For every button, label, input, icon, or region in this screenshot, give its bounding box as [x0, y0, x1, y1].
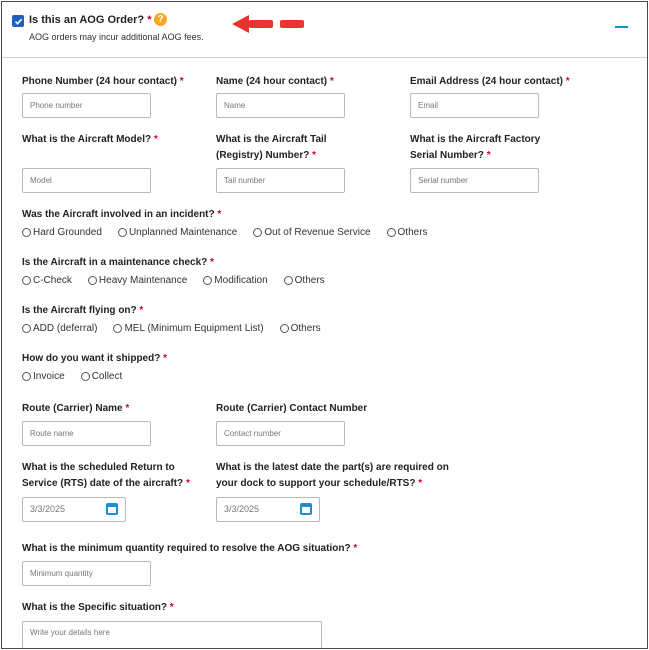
model-input[interactable]: Model	[22, 168, 151, 193]
radio-maintenance-others[interactable]: Others	[284, 275, 325, 286]
radio-incident-others[interactable]: Others	[387, 227, 428, 238]
min-qty-input[interactable]: Minimum quantity	[22, 561, 151, 586]
route-contact-label: Route (Carrier) Contact Number	[216, 403, 368, 414]
radio-modification[interactable]: Modification	[203, 275, 267, 286]
rts-date-input[interactable]	[22, 497, 126, 522]
rts-date-value: 3/3/2025	[30, 504, 66, 514]
email-label: Email Address (24 hour contact) *	[410, 76, 570, 87]
collapse-icon[interactable]	[615, 26, 628, 28]
aog-subtitle: AOG orders may incur additional AOG fees.	[29, 32, 204, 42]
maintenance-radio-group	[22, 275, 341, 286]
situation-textarea[interactable]: Write your details here	[22, 621, 322, 649]
pointer-arrow-icon	[232, 13, 307, 35]
rts-date-label: What is the scheduled Return to Service (RTS) date of the aircraft? *	[22, 462, 190, 489]
radio-unplanned-maintenance[interactable]: Unplanned Maintenance	[118, 227, 237, 238]
shipping-label: How do you want it shipped? *	[22, 353, 168, 364]
aog-order-form	[1, 1, 648, 649]
serial-input[interactable]: Serial number	[410, 168, 539, 193]
route-name-label: Route (Carrier) Name *	[22, 403, 130, 414]
tail-input[interactable]: Tail number	[216, 168, 345, 193]
phone-input[interactable]: Phone number	[22, 93, 151, 118]
phone-label: Phone Number (24 hour contact) *	[22, 76, 184, 87]
situation-label: What is the Specific situation? *	[22, 602, 174, 613]
calendar-icon[interactable]	[300, 503, 312, 515]
route-name-input[interactable]: Route name	[22, 421, 151, 446]
radio-flying-others[interactable]: Others	[280, 323, 321, 334]
flying-radio-group	[22, 323, 337, 334]
name-input[interactable]: Name	[216, 93, 345, 118]
incident-radio-group	[22, 227, 444, 238]
radio-hard-grounded[interactable]: Hard Grounded	[22, 227, 102, 238]
aog-question: Is this an AOG Order? *	[29, 14, 152, 26]
model-label: What is the Aircraft Model? *	[22, 134, 158, 145]
radio-invoice[interactable]: Invoice	[22, 371, 65, 382]
aog-section-header[interactable]	[2, 2, 647, 58]
radio-add-deferral[interactable]: ADD (deferral)	[22, 323, 97, 334]
radio-mel[interactable]: MEL (Minimum Equipment List)	[113, 323, 263, 334]
name-label: Name (24 hour contact) *	[216, 76, 334, 87]
flying-label: Is the Aircraft flying on? *	[22, 305, 144, 316]
help-icon[interactable]: ?	[154, 13, 167, 26]
dock-date-input[interactable]	[216, 497, 320, 522]
dock-date-label: What is the latest date the part(s) are required on your dock to support your schedule/RTS? *	[216, 462, 449, 489]
dock-date-value: 3/3/2025	[224, 504, 260, 514]
aog-checkbox[interactable]	[12, 15, 24, 27]
calendar-icon[interactable]	[106, 503, 118, 515]
radio-heavy-maintenance[interactable]: Heavy Maintenance	[88, 275, 187, 286]
route-contact-input[interactable]: Contact number	[216, 421, 345, 446]
min-qty-label: What is the minimum quantity required to resolve the AOG situation? *	[22, 543, 358, 554]
tail-label: What is the Aircraft Tail (Registry) Number? *	[216, 134, 327, 161]
serial-label: What is the Aircraft Factory Serial Number? *	[410, 134, 541, 161]
incident-label: Was the Aircraft involved in an incident? *	[22, 209, 222, 220]
email-input[interactable]: Email	[410, 93, 539, 118]
maintenance-label: Is the Aircraft in a maintenance check? *	[22, 257, 214, 268]
radio-c-check[interactable]: C-Check	[22, 275, 72, 286]
shipping-radio-group	[22, 371, 138, 382]
radio-out-of-revenue-service[interactable]: Out of Revenue Service	[253, 227, 370, 238]
radio-collect[interactable]: Collect	[81, 371, 123, 382]
checkmark-icon	[14, 17, 23, 26]
